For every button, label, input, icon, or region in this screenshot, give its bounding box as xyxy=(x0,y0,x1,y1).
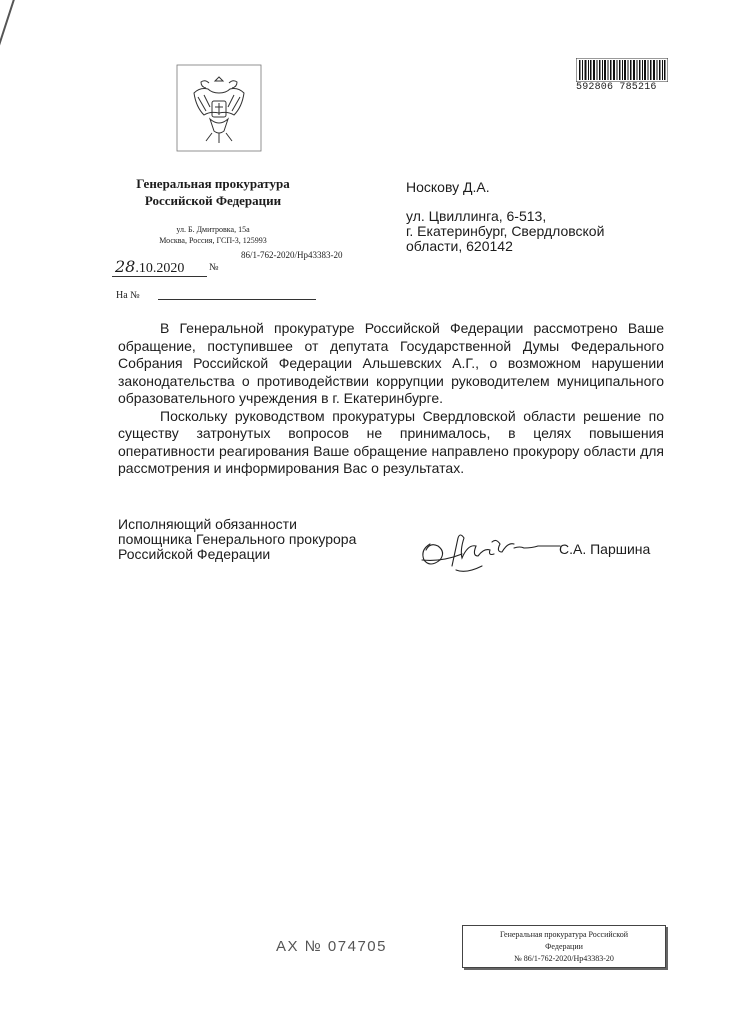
barcode xyxy=(576,58,668,93)
scan-edge-mark xyxy=(0,0,16,63)
address-line-2: Москва, Россия, ГСП-3, 125993 xyxy=(159,236,267,245)
recipient-address-line-2: г. Екатеринбург, Свердловской xyxy=(406,223,605,239)
date-day: 28 xyxy=(115,257,136,276)
recipient-block xyxy=(406,180,604,254)
stamp-line-1: Генеральная прокуратура Российской xyxy=(500,930,628,939)
address-line-1: ул. Б. Дмитровка, 15а xyxy=(176,225,250,234)
date-underline xyxy=(112,276,207,277)
reference-label: На № xyxy=(116,290,140,301)
body-paragraph-2: Поскольку руководством прокуратуры Свердловской области решение по существу затронутых вопросов не принималось, в целях повышения оперативности реагирования Ваше обращение направлено прокурору области для рассмотрения и информирования Вас о результатах. xyxy=(118,407,664,476)
registration-stamp xyxy=(462,925,666,968)
body-paragraph-1: В Генеральной прокуратуре Российской Федерации рассмотрено Ваше обращение, поступившее от депутата Государственной Думы Федерального Собрания Российской Федерации Альшевских А.Г., о возможном нарушении законодательства о противодействии коррупции руководителем муниципального образовательного учреждения в г. Екатеринбурге. xyxy=(118,320,664,406)
form-serial-number: АХ № 074705 xyxy=(276,938,387,955)
barcode-bars xyxy=(576,58,668,82)
signatory-title-line-1: Исполняющий обязанности xyxy=(118,516,297,532)
signatory-title xyxy=(118,517,356,562)
letter-body xyxy=(118,320,664,478)
date-rest: .10.2020 xyxy=(135,261,185,276)
emblem-icon xyxy=(174,63,264,155)
stamp-line-3: № 86/1-762-2020/Нр43383-20 xyxy=(514,954,614,963)
number-label: № xyxy=(209,262,219,273)
organization-name xyxy=(100,175,326,209)
signatory-title-line-2: помощника Генерального прокурора xyxy=(118,531,357,547)
signatory-title-line-3: Российской Федерации xyxy=(118,546,271,562)
organization-address xyxy=(100,224,326,246)
outgoing-number: 86/1-762-2020/Нр43383-20 xyxy=(241,250,343,260)
handwritten-signature xyxy=(412,530,562,580)
letter-date xyxy=(115,257,184,277)
recipient-address-line-1: ул. Цвиллинга, 6-513, xyxy=(406,208,547,224)
recipient-address-line-3: области, 620142 xyxy=(406,238,513,254)
org-line-1: Генеральная прокуратура xyxy=(136,176,290,191)
recipient-name: Носкову Д.А. xyxy=(406,179,490,195)
stamp-line-2: Федерации xyxy=(545,942,583,951)
org-line-2: Российской Федерации xyxy=(144,193,282,208)
signatory-name: С.А. Паршина xyxy=(559,541,651,557)
barcode-number: 592806 785216 xyxy=(576,82,657,93)
reference-underline xyxy=(158,299,316,300)
